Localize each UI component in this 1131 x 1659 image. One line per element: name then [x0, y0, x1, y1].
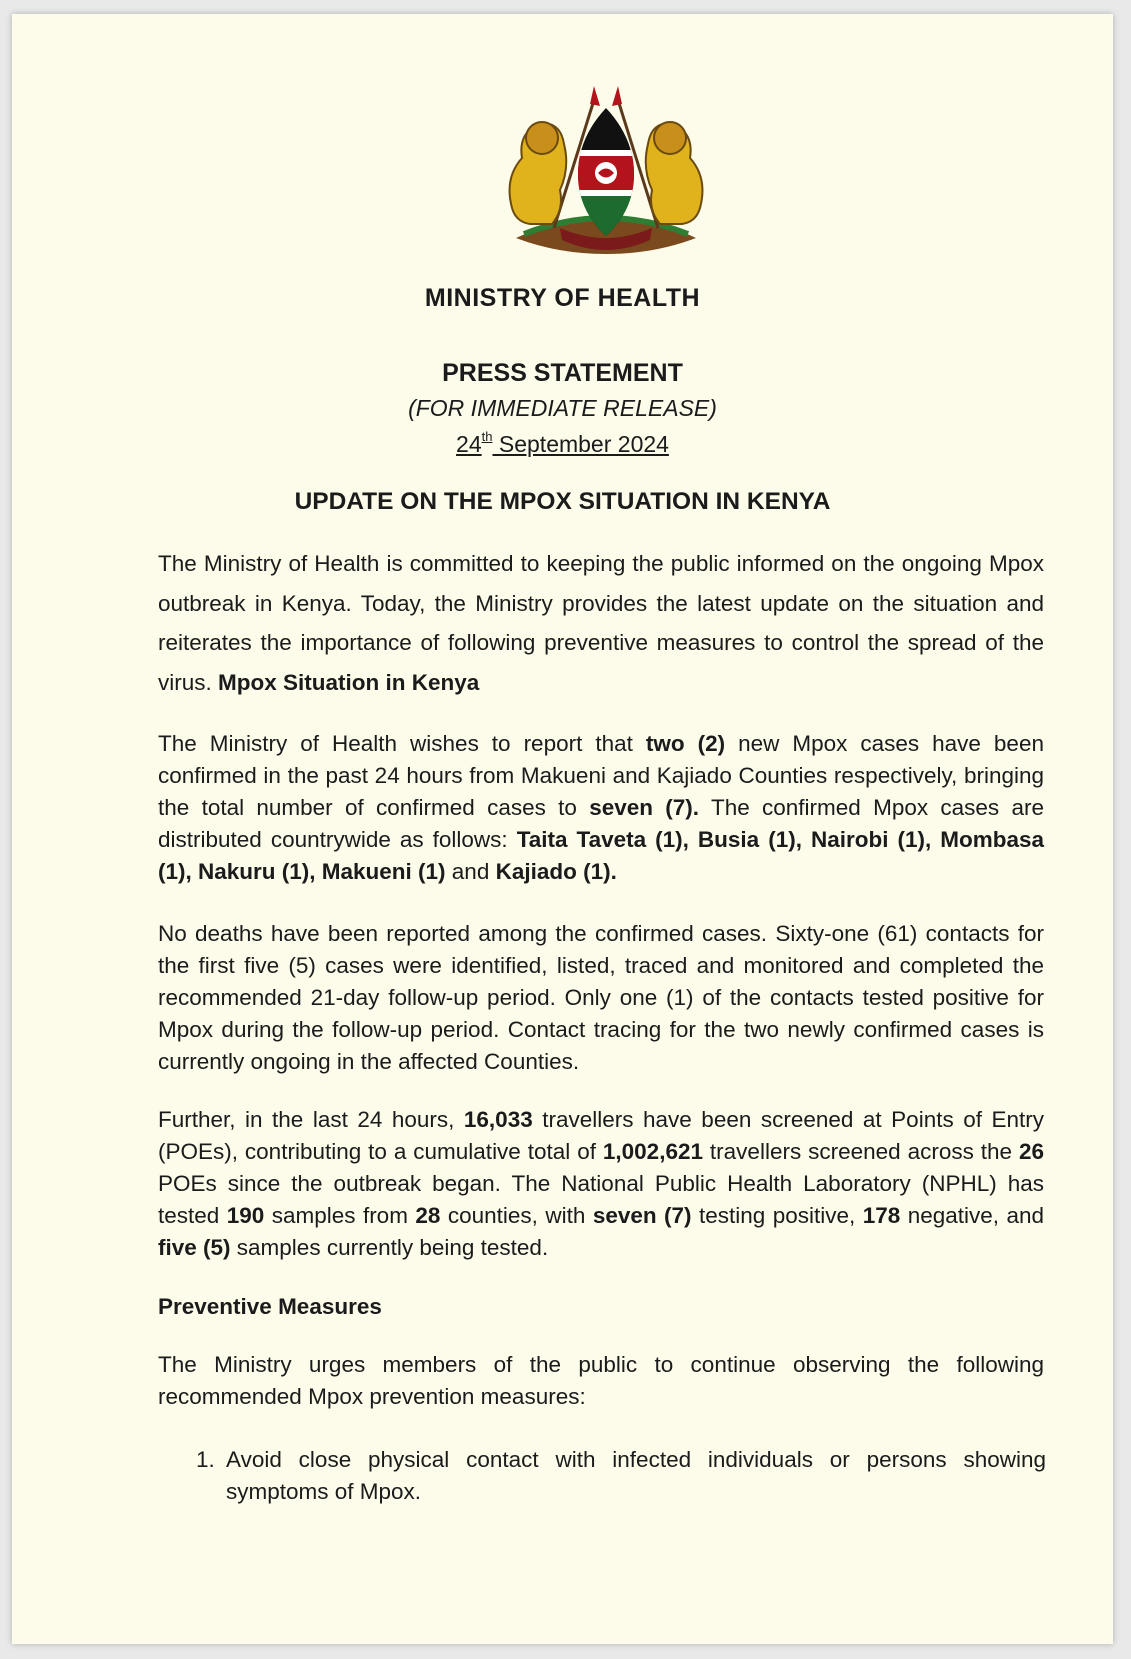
- text-span: Further, in the last 24 hours,: [158, 1107, 464, 1132]
- date-day: 24: [456, 431, 482, 457]
- negative-count: 178: [862, 1203, 901, 1228]
- preventive-heading: Preventive Measures: [158, 1294, 382, 1319]
- text-span: new Mpox cases have been confirmed in the past 24 hours from Makueni and Kajiado Counties respectively, bringing the total number of confirmed cases to: [158, 731, 1044, 820]
- date-rest: September 2024: [492, 431, 669, 457]
- text-span: samples currently being tested.: [230, 1235, 549, 1260]
- list-text: Avoid close physical contact with infected individuals or persons showing symptoms of Mpox.: [226, 1447, 1046, 1504]
- statement-headline: UPDATE ON THE MPOX SITUATION IN KENYA: [294, 488, 831, 515]
- document-type: PRESS STATEMENT: [442, 359, 683, 387]
- kenya-coat-of-arms-icon: [494, 78, 718, 262]
- pending-count: five (5): [158, 1235, 231, 1260]
- situation-heading: Mpox Situation in Kenya: [218, 669, 480, 695]
- positive-count: seven (7): [592, 1203, 692, 1228]
- cases-paragraph: [158, 728, 1044, 888]
- text-span: travellers screened across the: [703, 1139, 1019, 1164]
- text-span: and: [445, 859, 496, 884]
- intro-paragraph: [158, 544, 1044, 702]
- total-cases-count: seven (7).: [589, 795, 700, 820]
- new-cases-count: two (2): [645, 731, 726, 756]
- text-span: The confirmed Mpox cases are distributed countrywide as follows:: [158, 795, 1044, 852]
- press-statement-page: [12, 14, 1113, 1644]
- contacts-paragraph: No deaths have been reported among the confirmed cases. Sixty-one (61) contacts for the first five (5) cases were identified, listed, traced and monitored and completed the recommended 21-day follow-up period. Only one (1) of the contacts tested positive for Mpox during the follow-up period. Contact tracing for the two newly confirmed cases is currently ongoing in the affected Counties.: [158, 921, 1044, 1074]
- county-distribution: Taita Taveta (1), Busia (1), Nairobi (1), Mombasa (1), Nakuru (1), Makueni (1): [158, 827, 1044, 884]
- poe-count: 26: [1018, 1139, 1045, 1164]
- county-distribution-last: Kajiado (1).: [495, 859, 617, 884]
- text-span: negative, and: [900, 1203, 1044, 1228]
- screening-paragraph: [158, 1104, 1044, 1264]
- release-note: (FOR IMMEDIATE RELEASE): [408, 395, 717, 421]
- screened-24h: 16,033: [463, 1107, 533, 1132]
- intro-text: The Ministry of Health is committed to keeping the public informed on the ongoing Mpox outbreak in Kenya. Today, the Ministry provides the latest update on the situation and reiterates the importance of following preventive measures to control the spread of the virus.: [158, 551, 1044, 695]
- samples-tested: 190: [226, 1203, 265, 1228]
- text-span: travellers have been screened at Points of Entry (POEs), contributing to a cumulative total of: [158, 1107, 1044, 1164]
- text-span: POEs since the outbreak began. The National Public Health Laboratory (NPHL) has tested: [158, 1171, 1044, 1228]
- list-number: 1.: [196, 1447, 215, 1472]
- statement-date: [12, 431, 1113, 458]
- screened-total: 1,002,621: [602, 1139, 703, 1164]
- ministry-name: MINISTRY OF HEALTH: [424, 284, 701, 312]
- text-span: testing positive,: [691, 1203, 863, 1228]
- text-span: counties, with: [440, 1203, 593, 1228]
- text-span: samples from: [264, 1203, 416, 1228]
- preventive-intro: The Ministry urges members of the public to continue observing the following recommended Mpox prevention measures:: [158, 1352, 1044, 1409]
- text-span: The Ministry of Health wishes to report that: [158, 731, 646, 756]
- date-suffix: th: [481, 429, 493, 444]
- counties-count: 28: [415, 1203, 441, 1228]
